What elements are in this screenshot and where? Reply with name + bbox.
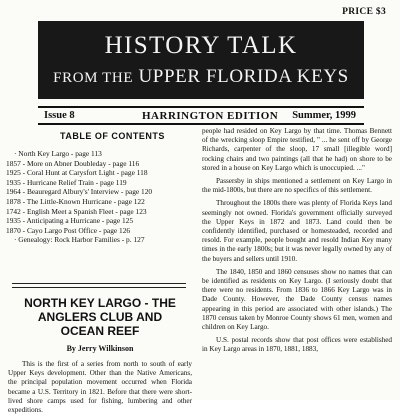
article-title-line: ANGLERS CLUB AND	[37, 310, 163, 324]
masthead-title: HISTORY TALK	[104, 32, 298, 59]
price-label: PRICE $3	[342, 7, 386, 17]
toc-item: · Genealogy: Rock Harbor Families - p. 127	[14, 235, 145, 245]
article-paragraph: people had resided on Key Largo by that time. Thomas Bennett of the wrecking sloop Empire testified, " ... he sent off by George Richards, carpenter of the sloop, 17 small [illegible word] rocking chairs and two paintings (all that he had) on shore to be stored in a house on Key Largo which is unoccupied. ..."	[202, 127, 392, 172]
edition-name: HARRINGTON EDITION	[142, 110, 279, 122]
section-divider	[12, 287, 186, 288]
article-paragraph: This is the first of a series from north to south of early Upper Keys development. Other than the Native Americans, the principal population movement occurred when Florida became a U.S. Territory in 1821. Before that there were short-lived shore camps used for fishing, lumbering and other expeditions.	[8, 360, 192, 415]
article-paragraph: Throughout the 1800s there was plenty of Florida Keys land seemingly not owned. Florida's government officially surveyed the Upper Keys in 1872 and 1873. Land could then be confidently identified, purchased or homesteaded, recorded and resold. For example, people bought and resold Indian Key many times in the early 1800s; but it was never legally owned by any of the buyers and sellers until 1910.	[202, 199, 392, 263]
issue-date: Summer, 1999	[292, 110, 356, 121]
masthead-subtitle-rest: UPPER FLORIDA KEYS	[133, 66, 349, 87]
article-title-line: OCEAN REEF	[60, 324, 140, 338]
article-byline: By Jerry Wilkinson	[66, 344, 134, 353]
toc-item: 1964 - Beauregard Albury's' Interview - page 120	[6, 187, 153, 197]
article-paragraph: Passersby in ships mentioned a settlement on Key Largo in the mid-1800s, but there are no specifics of this settlement.	[202, 177, 392, 195]
article-paragraph: U.S. postal records show that post offices were established in Key Largo areas in 1870, 1881, 1883,	[202, 336, 392, 354]
masthead-subtitle-from: FROM THE	[53, 70, 134, 86]
article-title-line: NORTH KEY LARGO - THE	[24, 296, 176, 310]
article-paragraph: The 1840, 1850 and 1860 censuses show no names that can be identified as residents on Key Largo. (I seriously doubt that there were no residents. From 1836 to 1866 Key Largo was in Dade County. However, the Dade County census names appearing in this period are associated with other islands.) The 1870 census taken by Monroe County shows 61 men, women and children on Key Largo.	[202, 267, 392, 332]
toc-item: 1878 - The Little-Known Hurricane - page 122	[6, 196, 145, 206]
toc-item: 1742 - English Meet a Spanish Fleet - page 123	[6, 206, 147, 216]
article-title	[4, 296, 196, 338]
toc-item: 1935 - Hurricane Relief Train - page 119	[6, 177, 127, 187]
article-column-right	[202, 127, 392, 359]
issue-number: Issue 8	[44, 110, 75, 121]
toc-item: 1857 - More on Abner Doubleday - page 116	[6, 158, 140, 168]
toc-item: 1925 - Coral Hunt at Carysfort Light - page 118	[6, 168, 148, 178]
section-divider	[12, 283, 186, 284]
masthead-banner	[38, 21, 364, 99]
toc-item: 1870 - Cayo Largo Post Office - page 126	[6, 225, 131, 235]
toc-item: 1935 - Anticipating a Hurricane - page 125	[6, 216, 134, 226]
issue-bar	[38, 106, 364, 125]
article-column-left	[8, 360, 192, 415]
toc-item: · North Key Largo - page 113	[14, 149, 102, 158]
table-of-contents	[6, 149, 186, 245]
masthead-subtitle	[38, 65, 364, 90]
toc-heading: TABLE OF CONTENTS	[60, 131, 165, 141]
